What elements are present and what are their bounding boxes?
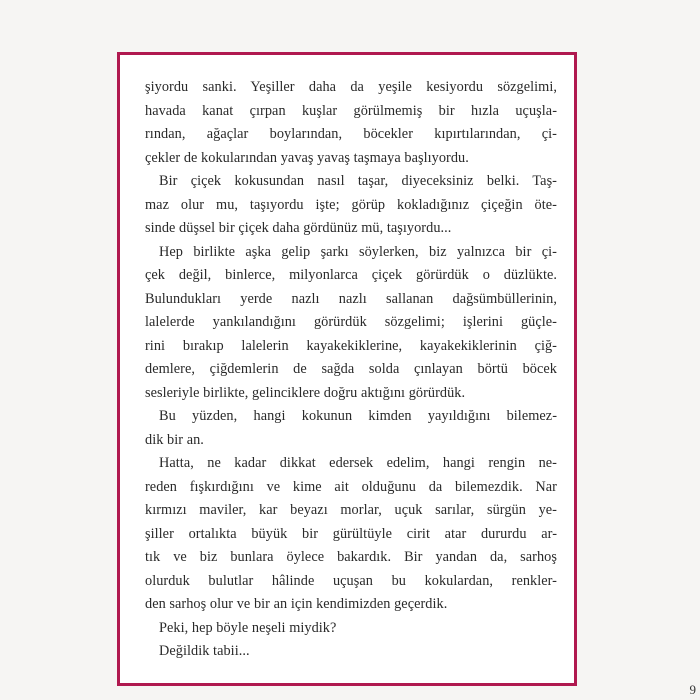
text-line: sinde düşsel bir çiçek daha gördünüz mü, taşıyordu...	[145, 220, 452, 236]
text-line: rından, ağaçlar boylarından, böcekler kıpırtılarından, çi-	[145, 126, 557, 142]
text-line: dik bir an.	[145, 431, 204, 448]
text-line: tık ve biz bunlara öylece bakardık. Bir yandan da, sarhoş	[145, 549, 557, 565]
text-line: reden fışkırdığını ve kime ait olduğunu da bilemezdik. Nar	[145, 478, 557, 495]
text-line: maz olur mu, taşıyordu işte; görüp kokladığınız çiçeğin öte-	[145, 196, 557, 213]
body-text	[145, 76, 557, 664]
text-line: demlere, çiğdemlerin de sağda solda çınlayan börtü böcek	[145, 361, 557, 377]
text-line: sesleriyle birlikte, gelinciklere doğru aktığını görürdük.	[145, 384, 466, 401]
text-line: Değildik tabii...	[159, 643, 250, 659]
text-line: Bulundukları yerde nazlı nazlı sallanan dağsümbüllerinin,	[145, 290, 557, 307]
text-line: Hatta, ne kadar dikkat edersek edelim, hangi rengin ne-	[159, 455, 557, 471]
text-line: havada kanat çırpan kuşlar görülmemiş bir hızla uçuşla-	[145, 102, 557, 119]
text-line: Hep birlikte aşka gelip şarkı söylerken, biz yalnızca bir çi-	[159, 243, 557, 260]
text-line: Bu yüzden, hangi kokunun kimden yayıldığını bilemez-	[159, 408, 557, 424]
text-line: Bir çiçek kokusundan nasıl taşar, diyeceksiniz belki. Taş-	[159, 173, 557, 189]
text-line: kırmızı maviler, kar beyazı morlar, uçuk sarılar, sürgün ye-	[145, 502, 557, 518]
text-line: şiller ortalıkta büyük bir gürültüyle cirit atar dururdu ar-	[145, 525, 557, 542]
text-line: çekler de kokularından yavaş yavaş taşmaya başlıyordu.	[145, 149, 469, 166]
text-line: Peki, hep böyle neşeli miydik?	[159, 619, 337, 636]
text-line: rini bırakıp lalelerin kayakekiklerine, kayakekiklerinin çiğ-	[145, 337, 557, 354]
text-line: den sarhoş olur ve bir an için kendimizden geçerdik.	[145, 596, 448, 612]
text-line: olurduk bulutlar hâlinde uçuşan bu kokulardan, renkler-	[145, 572, 557, 589]
page-number: 9	[689, 682, 696, 697]
text-line: lalelerde yankılandığını görürdük sözgelimi; işlerini güçle-	[145, 314, 557, 330]
text-line: çek değil, binlerce, milyonlarca çiçek görürdük o düzlükte.	[145, 267, 557, 283]
text-line: şiyordu sanki. Yeşiller daha da yeşile kesiyordu sözgelimi,	[145, 79, 557, 95]
